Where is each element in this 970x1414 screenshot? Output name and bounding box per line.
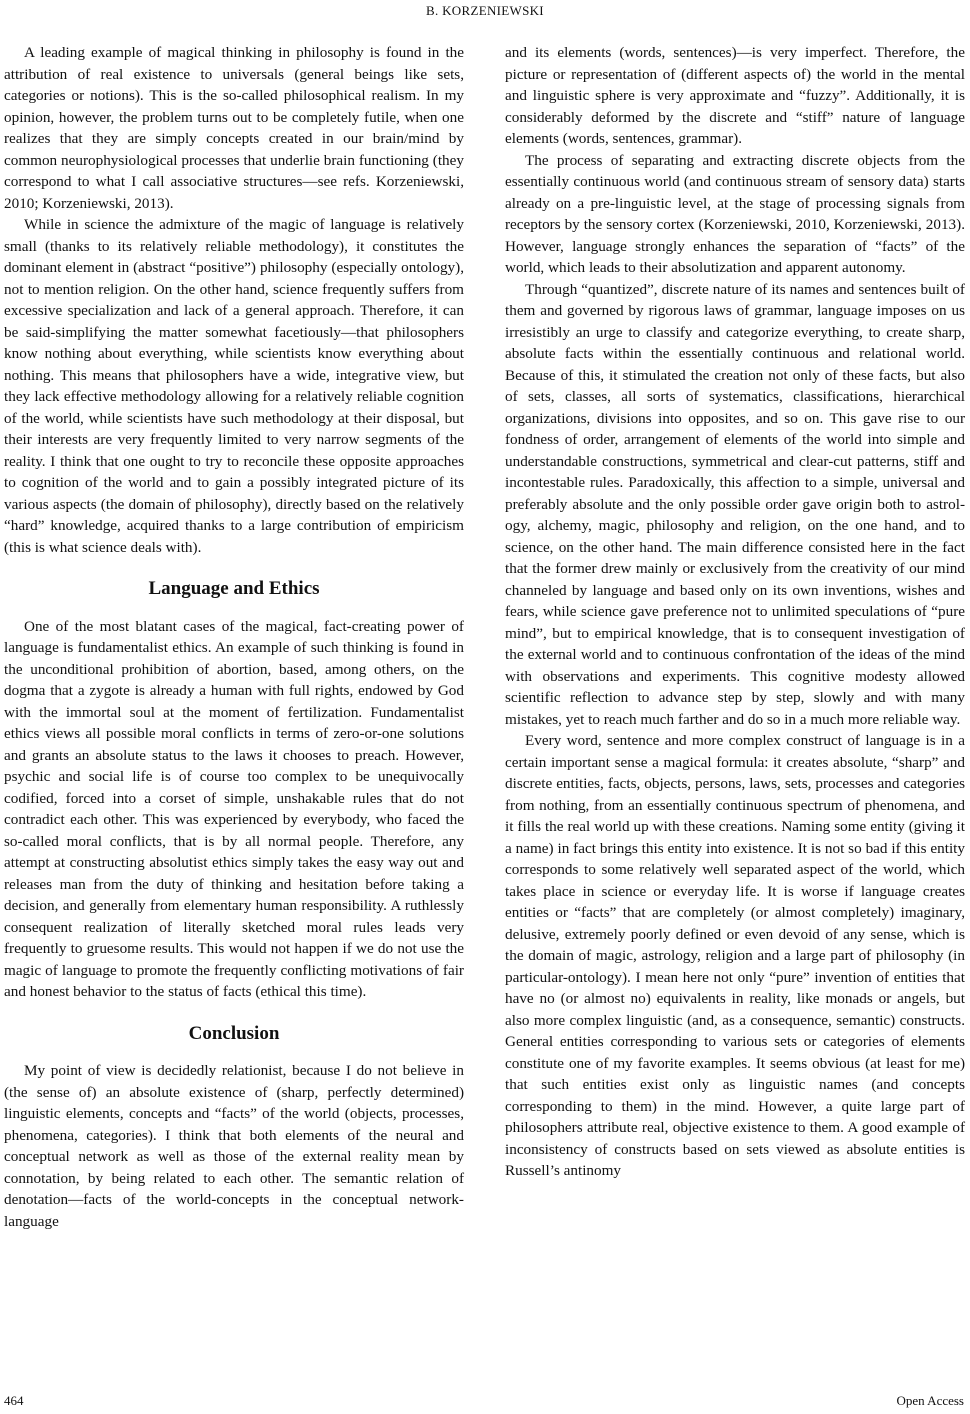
paragraph-science-philosophy: While in science the admixture of the magic of language is relatively small (thanks to its relatively reliable methodology), it constitutes the dominant element in (abstract “positive”) philosophy (especially ontology), not to mention religion. On the other hand, science frequently suffers from excessive specialization and lack of a general approach. Therefore, it can be said-simplifying the matter somewhat facetiously—that philosophers know nothing about everything, while scientists know everything about nothing. This means that philosophers have a wide, integrative view, but they lack effective methodology allowing for a relatively reliable cognition of the world, while scientists have such methodology at their disposal, but their interests are very frequently limited to very narrow segments of the reality. I think that one ought to try to reconcile these opposite approaches to cognition of the world and to gain a possibly integrated picture of its various aspects (the domain of philosophy), directly based on the relatively “hard” knowledge, acquired thanks to a large contribution of empiricism (this is what science deals with). (4, 216, 464, 556)
paragraph-fundamentalist-ethics: One of the most blatant cases of the magical, fact-creating power of language is fundamentalist ethics. An example of such thinking is found in the unconditional prohibition of abortion, based, among others, on the dogma that a zygote is already a human with full rights, endowed by God with the immortal soul at the moment of fertilization. Fundamentalist ethics views all possible moral conflicts in terms of zero-or-one solutions and grants an absolute status to the laws it chooses to preach. However, psychic and social life is of course too complex to be unequivocally codified, forced into a corset of simple, unshakable rules that do not contradict each other. This was experienced by everybody, who faced the so-called moral conflicts, that is by all normal people. Therefore, any attempt at constructing absolutist ethics simply takes the easy way out and releases man from the duty of thinking and hesitation before taking a decision, and generally from elementary human responsibility. A ruthlessly consequent realization of literally sketched moral rules leads very frequently to gruesome results. This would not happen if we do not use the magic of language to promote the frequently conflicting motivations of fair and honest behavior to the status of facts (ethical this time). (4, 617, 464, 1000)
running-head: B. KORZENIEWSKI (426, 3, 544, 18)
paragraph-relationist-view: My point of view is decidedly relationist, because I do not believe in (the sense of) an absolute existence of (sharp, perfectly determined) linguistic elements, concepts and “facts” of the world (objects, processes, phenomena, categories). I think that both elements of the neural and conceptual network as well as those of the external reality mean by connotation, by being related to each other. The semantic relation of denotation—facts of the world-concepts in the conceptual network-language (4, 1062, 464, 1230)
page-footer (0, 1393, 970, 1411)
right-column (505, 42, 965, 1182)
left-column (4, 42, 464, 1232)
paragraph-magical-thinking: A leading example of magical thinking in philosophy is found in the attribution of real existence to universals (general beings like sets, categories or notions). This is the so-called philosophical realism. In my opinion, however, the problem turns out to be completely futile, when one realizes that they are simply concepts created in our brain/mind by common neurophysiological processes that underlie brain functioning (they correspond to what I call associative structures—see refs. Korzeniewski, 2010; Korzeniewski, 2013). (4, 44, 464, 212)
paragraph-discrete-objects: The process of separating and extracting discrete objects from the essentially continuous world (and continuous stream of sensory data) starts already on a pre-linguistic level, at the stage of processing signals from receptors by the sensory cortex (Korzeniewski, 2010, Korzeniewski, 2013). However, language strongly enhances the separation of “facts” of the world, which leads to their absolutization and apparent autonomy. (505, 151, 965, 276)
paragraph-quantized-language: Through “quantized”, discrete nature of its names and sentences built of them and governed by rigorous laws of grammar, language imposes on us irresistibly an urge to classify and categorize everything, to create sharp, absolute facts within the essentially continuous and relational world. Because of this, it stimulated the creation not only of these facts, but also of sets, classes, all sorts of systematics, classifications, hierarchical organizations, divisions into opposites, and so on. This gave rise to our fondness of order, arrangement of elements of the world into simple and understandable constructions, symmetrical and clear-cut patterns, stiff and incontestable rules. Paradoxically, this affection to a simple, universal and preferably absolute and the only possible order gave origin both to astrology, alchemy, magic, philosophy and religion, on the one hand, and to science, on the other hand. The main difference consisted here in the fact that the former drew mainly or exclusively from the creativity of our mind channeled by language and based only on its own inventions, wishes and fears, while science gave preference not to unlimited speculations of “pure mind”, but to empirical knowledge, that is to consequent investigation of the external world and to continuous confrontation of the ideas of the mind with observations and experiments. This cognitive modesty allowed scientific reflection to advance step by step, slowly and with many mistakes, yet to reach much farther and do so in a much more reliable way. (505, 280, 965, 728)
paragraph-magical-formula: Every word, sentence and more complex construct of language is in a certain important sense a magical formula: it creates absolute, “sharp” and discrete entities, facts, objects, persons, laws, sets, processes and categories from nothing, from an essentially continuous spectrum of phenomena, and it fills the real world up with these creations. Naming some entity (giving it a name) in fact brings this entity into existence. It is not so bad if this entity corresponds to some relatively well separated aspect of the world, which takes place in science or everyday life. It is worse if language creates entities or “facts” that are completely (or almost completely) imaginary, delusive, extremely poorly defined or even devoid of any sense, which is the domain of magic, astrology, religion and a large part of philosophy (in particular-ontology). I mean here not only “pure” invention of entities that have no (or almost no) equivalents in reality, like monads or angels, but also more complex linguistic (and, as a consequence, semantic) constructs. General entities corresponding to various sets or categories of elements constitute one of my favorite examples. It seems obvious (at least for me) that such entities exist only as linguistic names (and concepts corresponding to them) in the mind. However, a quite large part of philosophers attribute real, objective existence to them. A good example of inconsistency of constructs based on sets viewed as absolute entities is Russell’s antinomy (505, 732, 965, 1179)
paragraph-denotation-continued: and its elements (words, sentences)—is very imperfect. Therefore, the picture or representation of (different aspects of) the world in the mental and linguistic sphere is very approximate and “fuzzy”. Additionally, it is considerably deformed by the discrete and “stiff” nature of language elements (words, sentences, grammar). (505, 44, 965, 147)
page-number: 464 (4, 1393, 24, 1408)
open-access-label: Open Access (896, 1393, 964, 1408)
section-heading-language-ethics: Language and Ethics (148, 578, 320, 599)
section-heading-conclusion: Conclusion (188, 1022, 280, 1044)
